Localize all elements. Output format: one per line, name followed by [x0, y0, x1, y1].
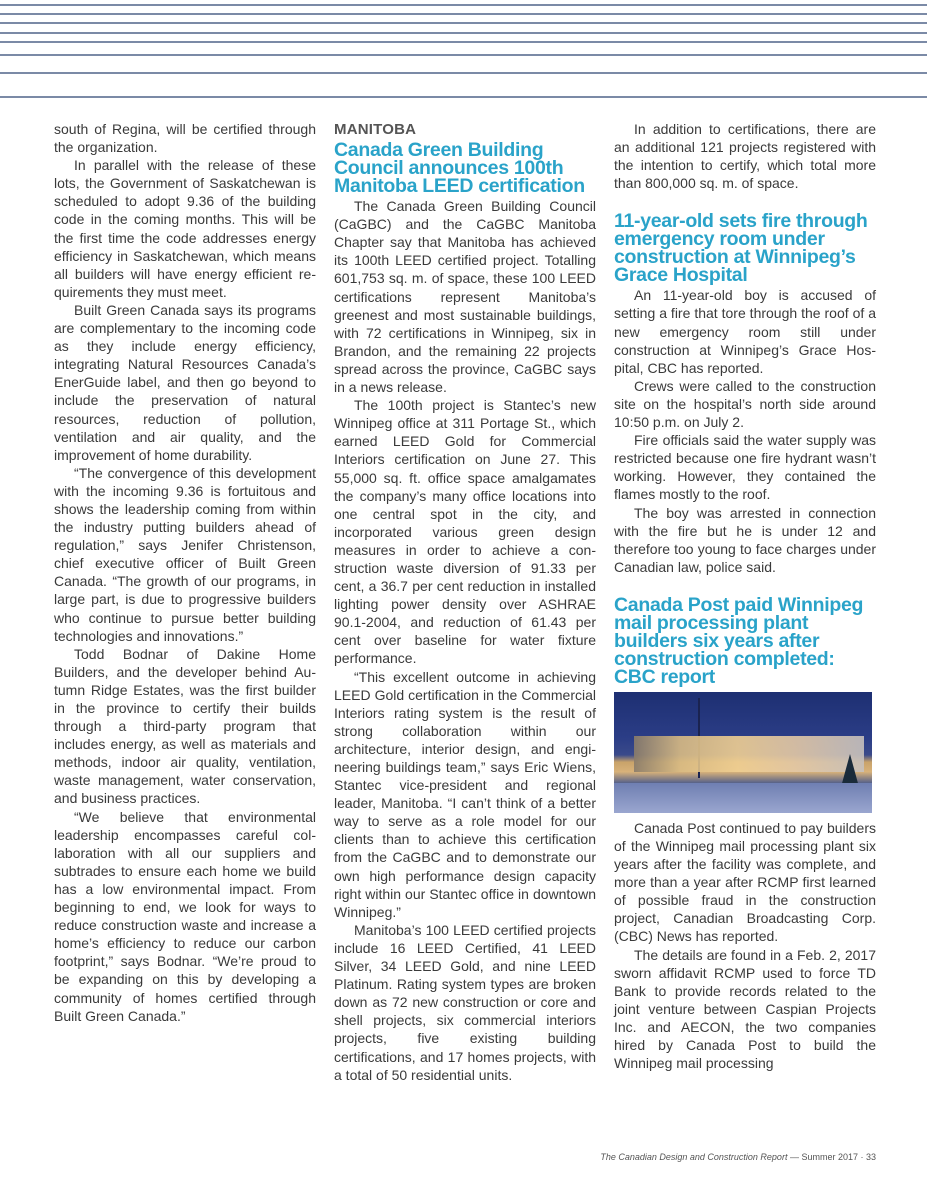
- column-3: [614, 120, 876, 1072]
- mail-plant-photo: [614, 692, 872, 813]
- header-rule: [0, 4, 927, 6]
- section-label: MANITOBA: [334, 121, 417, 138]
- paragraph: “This excellent outcome in achieving LEED Gold certification in the Commercial Interiors rating system is the result of strong collaboration within our architecture, interior design, and engineering buildings team,” says Eric Wiens, Stantec vice-president and regional leader, Manitoba. “I can’t think of a better way to serve as a role model for our clients than to achieve this certification from the CaGBC and to demonstrate our own high performance design capacity right within our Stantec office in downtown Winnipeg.”: [334, 668, 596, 920]
- column-1: [54, 120, 316, 1025]
- building-facade: [634, 736, 864, 772]
- paragraph: south of Regina, will be certified through the organization.: [54, 121, 316, 156]
- paragraph: Crews were called to the construction site on the hospital’s north side around 10:50 p.m. on July 2.: [614, 377, 876, 431]
- paragraph: The Canada Green Building Council (CaGBC) and the CaGBC Manitoba Chapter say that Manitoba has achieved its 100th LEED certified project. Totalling 601,753 sq. m. of space, these 100 LEED certifications represent Manitoba’s greenest and most sustainable buildings, with 72 certifications in Winnipeg, six in Brandon, and the remaining 22 projects spread across the province, CaGBC says in a news release.: [334, 198, 596, 396]
- header-rule: [0, 32, 927, 34]
- header-rule: [0, 96, 927, 98]
- paragraph: The boy was arrested in connection with the fire but he is under 12 and therefore too young to face charges under Canadian law, police said.: [614, 504, 876, 575]
- paragraph: Fire officials said the water supply was restricted because one fire hydrant wasn’t working. However, they contained the flames mostly to the roof.: [614, 432, 876, 503]
- header-rule: [0, 22, 927, 24]
- paragraph: “The convergence of this development with the incoming 9.36 is fortuitous and shows the leadership coming from within the industry putting builders ahead of regulation,” says Jenifer Christenson, chief executive officer of Built Green Canada. “The growth of our programs, in large part, is due to progressive builders who continue to pursue better building technologies and innovations.”: [54, 464, 316, 644]
- header-rule: [0, 41, 927, 43]
- paragraph: An 11-year-old boy is accused of setting a fire that tore through the roof of a new emergency room still under construction at Winnipeg’s Grace Hospital, CBC has reported.: [614, 287, 876, 376]
- paragraph: The details are found in a Feb. 2, 2017 sworn affidavit RCMP used to force TD Bank to provide records related to the joint venture between Caspian Projects Inc. and AECON, the two companies hired by Canada Post to build the Winnipeg mail processing: [614, 946, 876, 1072]
- article-headline: Canada Post paid Winnipeg mail processing plant builders six years after construction completed: CBC report: [614, 593, 864, 688]
- header-rule: [0, 72, 927, 74]
- issue-and-page: — Summer 2017 · 33: [787, 1152, 876, 1162]
- article-headline: 11-year-old sets fire through emergency room under construction at Winnipeg’s Grace Hospital: [614, 210, 868, 287]
- snow-ground: [614, 783, 872, 813]
- paragraph: Canada Post continued to pay builders of the Winnipeg mail processing plant six years after the facility was complete, and more than a year after RCMP first learned of possible fraud in the construction project, Canadian Broadcasting Corp. (CBC) News has reported.: [614, 819, 876, 945]
- paragraph: Built Green Canada says its programs are complementary to the incoming code as they include energy efficiency, integrating Natural Resources Canada’s EnerGuide label, and then go beyond to include the preservation of natural resources, reduction of pollution, ventilation and air quality, and the improvement of home durability.: [54, 301, 316, 463]
- publication-name: The Canadian Design and Construction Report: [600, 1152, 788, 1162]
- paragraph: The 100th project is Stantec’s new Winnipeg office at 311 Portage St., which earned LEED Gold for Commercial Interiors certification on June 27. This 55,000 sq. ft. office space amalgamates the company’s many office locations into one central spot in the city, and incorporated various green design measures in order to achieve a construction waste diversion of 91.33 per cent, a 36.7 per cent reduction in installed lighting power density over ASHRAE 90.1-2004, and reduction of 61.43 per cent over baseline for water fixture performance.: [334, 397, 596, 667]
- column-2: [334, 120, 596, 1084]
- header-rule: [0, 13, 927, 15]
- article-headline: Canada Green Building Council announces 100th Manitoba LEED certification: [334, 139, 585, 198]
- paragraph: Manitoba’s 100 LEED certified projects include 16 LEED Certified, 41 LEED Silver, 34 LEED Gold, and nine LEED Platinum. Rating system types are broken down as 72 new construction or core and shell projects, six commercial interiors projects, five existing building certifications, and 17 homes projects, with a total of 50 residential units.: [334, 921, 596, 1083]
- paragraph: Todd Bodnar of Dakine Home Builders, and the developer behind Autumn Ridge Estates, was the first builder in the province to certify their builds through a third-party program that includes energy, as well as materials and methods, indoor air quality, ventilation, waste management, water conservation, and business practices.: [54, 645, 316, 807]
- paragraph: In addition to certifications, there are an additional 121 projects registered with the intention to certify, which total more than 800,000 sq. m. of space.: [614, 121, 876, 192]
- paragraph: In parallel with the release of these lots, the Government of Saskatchewan is scheduled to adopt 9.36 of the building code in the coming months. This will be the first time the code addresses energy efficiency in Saskatchewan, which means all builders will have energy efficient requirements they must meet.: [54, 157, 316, 300]
- header-rule: [0, 54, 927, 56]
- paragraph: “We believe that environmental leadership encompasses careful collaboration with all our suppliers and subtrades to ensure each home we build has a low environmental impact. From beginning to end, we look for ways to reduce construction waste and increase a home’s efficiency to reduce our carbon footprint,” says Bodnar. “We’re proud to be expanding on this by developing a community of homes certified through Built Green Canada.”: [54, 808, 316, 1024]
- page-footer: [560, 1152, 876, 1162]
